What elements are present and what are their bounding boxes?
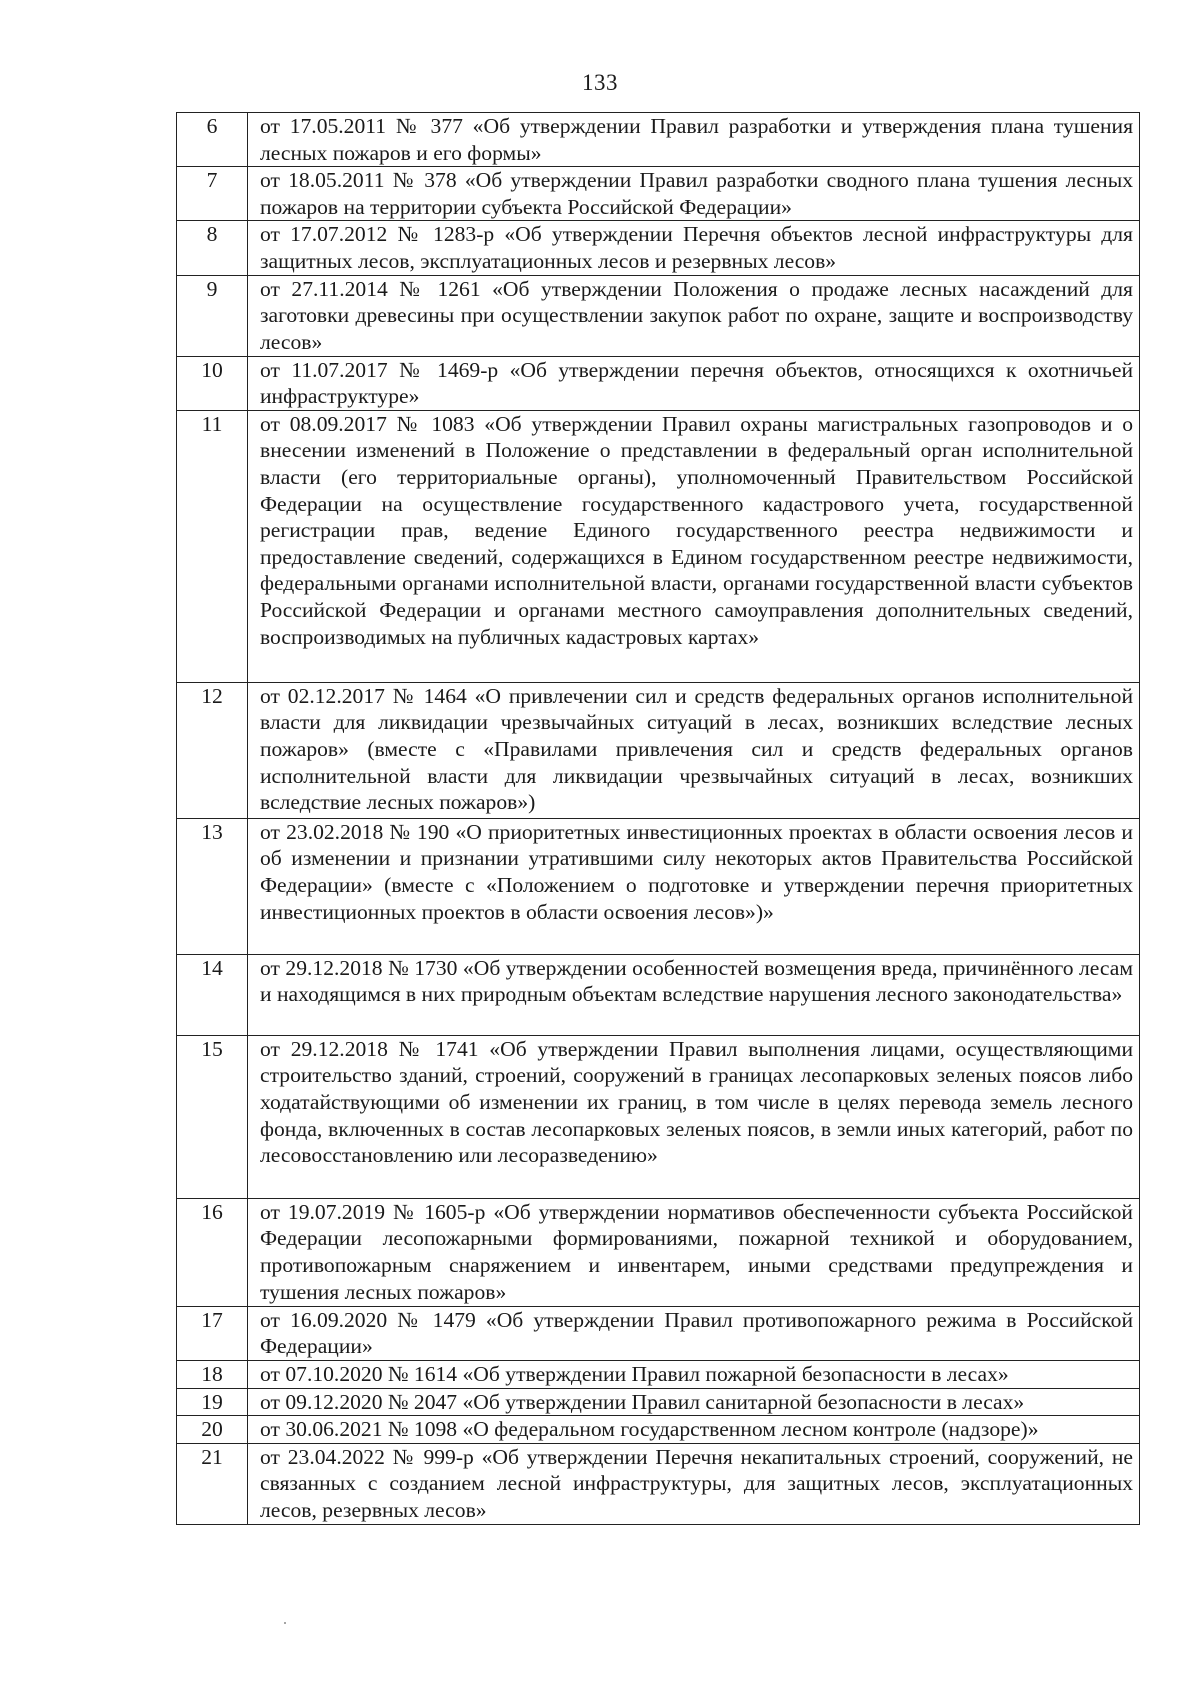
row-number: 21	[177, 1443, 248, 1524]
row-number: 13	[177, 818, 248, 954]
table-row	[177, 167, 1140, 221]
table-row	[177, 1306, 1140, 1360]
row-number: 11	[177, 410, 248, 682]
table-row	[177, 1443, 1140, 1524]
row-number: 9	[177, 275, 248, 356]
row-text: от 19.07.2019 № 1605-р «Об утверждении нормативов обеспеченности субъекта Российской Федерации лесопожарными формированиями, пожарной техникой и оборудованием, противопожарным снаряжением и инвентарем, иными средствами предупреждения и тушения лесных пожаров»	[248, 1198, 1140, 1306]
table-row	[177, 1388, 1140, 1416]
table-row	[177, 1360, 1140, 1388]
row-number: 6	[177, 113, 248, 167]
table-row	[177, 1198, 1140, 1306]
row-text: от 08.09.2017 № 1083 «Об утверждении Правил охраны магистральных газопроводов и о внесении изменений в Положение о представлении в федеральный орган исполнительной власти (его территориальные органы), уполномоченный Правительством Российской Федерации на осуществление государственного кадастрового учета, государственной регистрации прав, ведение Единого государственного реестра недвижимости и предоставление сведений, содержащихся в Едином государственном реестре недвижимости, федеральными органами исполнительной власти, органами государственной власти субъектов Российской Федерации и органами местного самоуправления дополнительных сведений, воспроизводимых на публичных кадастровых картах»	[248, 410, 1140, 682]
row-text: от 11.07.2017 № 1469-р «Об утверждении перечня объектов, относящихся к охотничьей инфраструктуре»	[248, 356, 1140, 410]
row-number: 19	[177, 1388, 248, 1416]
row-text: от 29.12.2018 № 1741 «Об утверждении Правил выполнения лицами, осуществляющими строительство зданий, строений, сооружений в границах лесопарковых зеленых поясов либо ходатайствующими об изменении их границ, в том числе в целях перевода земель лесного фонда, включенных в состав лесопарковых зеленых поясов, в земли иных категорий, работ по лесовосстановлению или лесоразведению»	[248, 1035, 1140, 1198]
scan-speck	[284, 1622, 286, 1624]
table-row	[177, 410, 1140, 682]
row-number: 17	[177, 1306, 248, 1360]
legal-acts-table	[176, 112, 1140, 1525]
table-row	[177, 275, 1140, 356]
row-text: от 09.12.2020 № 2047 «Об утверждении Правил санитарной безопасности в лесах»	[248, 1388, 1140, 1416]
row-text: от 02.12.2017 № 1464 «О привлечении сил и средств федеральных органов исполнительной власти для ликвидации чрезвычайных ситуаций в лесах, возникших вследствие лесных пожаров» (вместе с «Правилами привлечения сил и средств федеральных органов исполнительной власти для ликвидации чрезвычайных ситуаций в лесах, возникших вследствие лесных пожаров»)	[248, 682, 1140, 818]
row-text: от 23.04.2022 № 999-р «Об утверждении Перечня некапитальных строений, сооружений, не связанных с созданием лесной инфраструктуры, для защитных лесов, эксплуатационных лесов, резервных лесов»	[248, 1443, 1140, 1524]
row-number: 8	[177, 221, 248, 275]
row-number: 12	[177, 682, 248, 818]
row-number: 18	[177, 1360, 248, 1388]
row-text: от 23.02.2018 № 190 «О приоритетных инвестиционных проектах в области освоения лесов и об изменении и признании утратившими силу некоторых актов Правительства Российской Федерации» (вместе с «Положением о подготовке и утверждении перечня приоритетных инвестиционных проектов в области освоения лесов»)»	[248, 818, 1140, 954]
row-text: от 16.09.2020 № 1479 «Об утверждении Правил противопожарного режима в Российской Федерации»	[248, 1306, 1140, 1360]
page-number: 133	[582, 70, 618, 95]
table-row	[177, 954, 1140, 1035]
row-number: 10	[177, 356, 248, 410]
row-text: от 17.07.2012 № 1283-р «Об утверждении Перечня объектов лесной инфраструктуры для защитных лесов, эксплуатационных лесов и резервных лесов»	[248, 221, 1140, 275]
table-row	[177, 221, 1140, 275]
row-number: 16	[177, 1198, 248, 1306]
row-number: 15	[177, 1035, 248, 1198]
row-number: 20	[177, 1416, 248, 1444]
table-row	[177, 818, 1140, 954]
row-text: от 29.12.2018 № 1730 «Об утверждении особенностей возмещения вреда, причинённого лесам и находящимся в них природным объектам вследствие нарушения лесного законодательства»	[248, 954, 1140, 1035]
table-row	[177, 1035, 1140, 1198]
table-row	[177, 113, 1140, 167]
row-number: 7	[177, 167, 248, 221]
row-text: от 27.11.2014 № 1261 «Об утверждении Положения о продаже лесных насаждений для заготовки древесины при осуществлении закупок работ по охране, защите и воспроизводству лесов»	[248, 275, 1140, 356]
row-text: от 30.06.2021 № 1098 «О федеральном государственном лесном контроле (надзоре)»	[248, 1416, 1140, 1444]
row-number: 14	[177, 954, 248, 1035]
row-text: от 18.05.2011 № 378 «Об утверждении Правил разработки сводного плана тушения лесных пожаров на территории субъекта Российской Федерации»	[248, 167, 1140, 221]
table-row	[177, 356, 1140, 410]
row-text: от 07.10.2020 № 1614 «Об утверждении Правил пожарной безопасности в лесах»	[248, 1360, 1140, 1388]
table-row	[177, 682, 1140, 818]
row-text: от 17.05.2011 № 377 «Об утверждении Правил разработки и утверждения плана тушения лесных пожаров и его формы»	[248, 113, 1140, 167]
table-row	[177, 1416, 1140, 1444]
